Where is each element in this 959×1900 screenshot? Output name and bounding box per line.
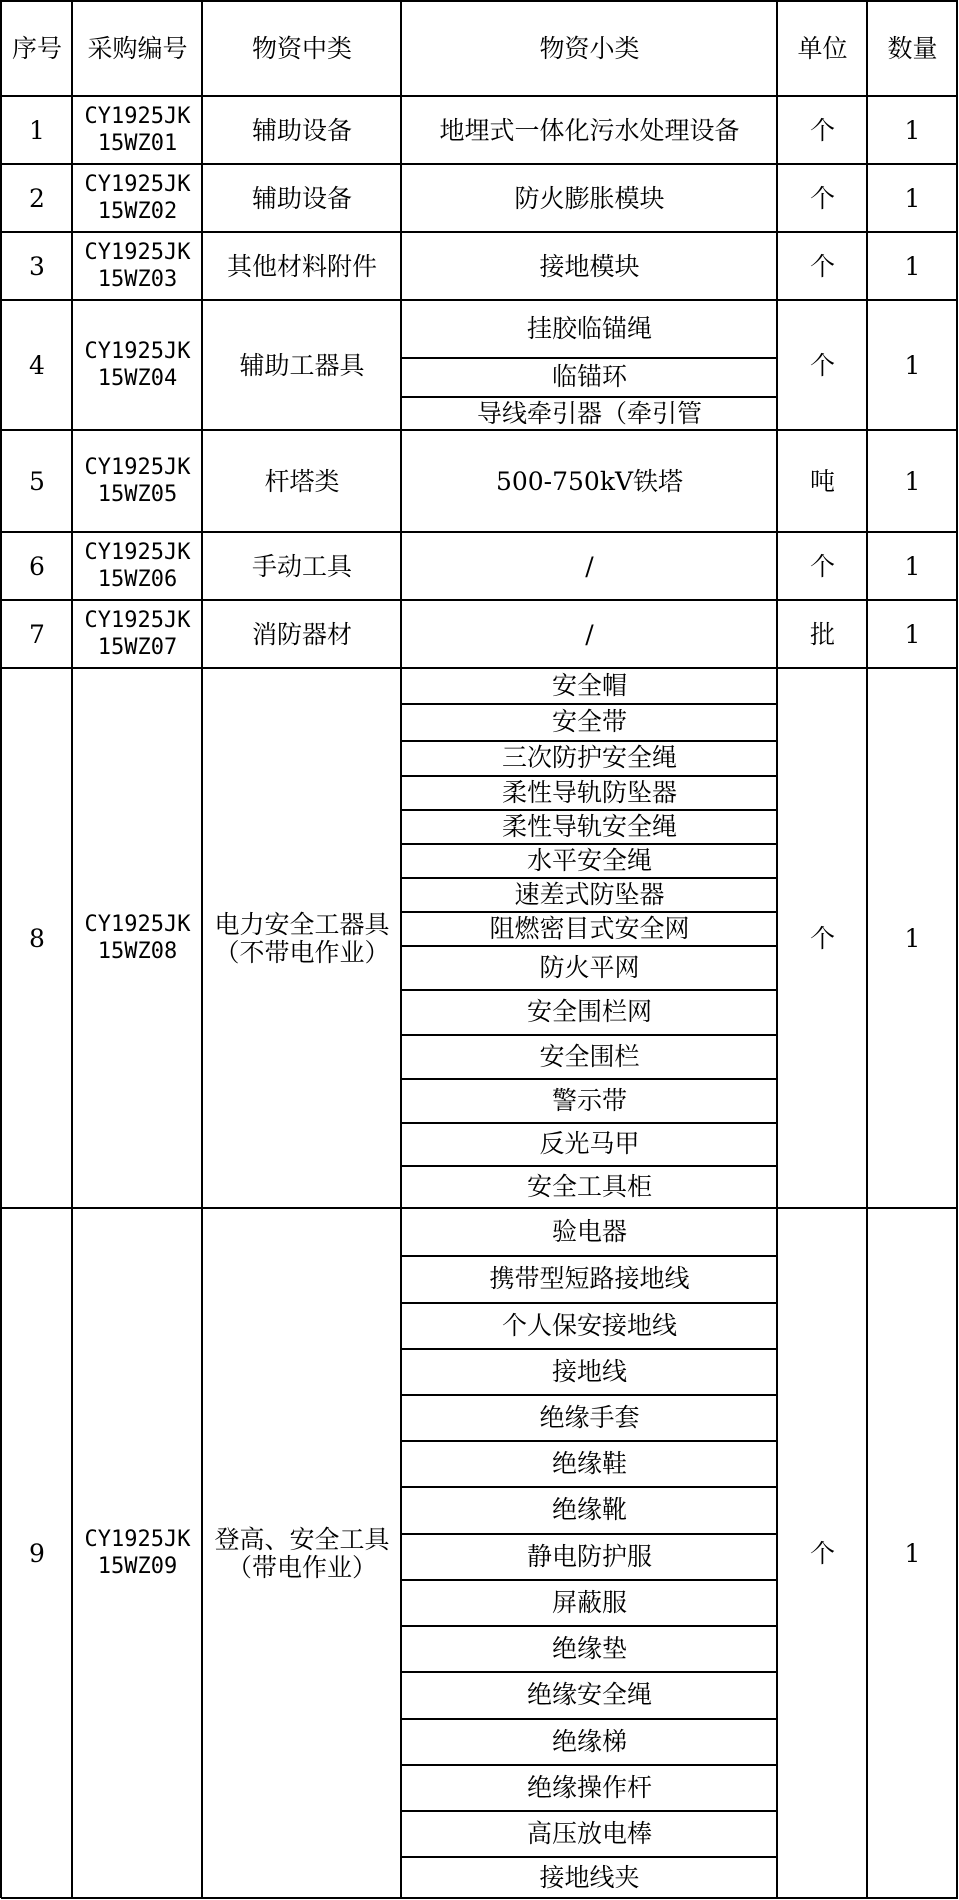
- row-border: [1, 599, 958, 601]
- row-subcategory-item: 三次防护安全绳: [501, 743, 677, 772]
- row-subcategory-item: 绝缘靴: [551, 1495, 627, 1524]
- row-border: [1, 667, 958, 669]
- row-code: [74, 602, 201, 667]
- subcategory-divider: [401, 843, 777, 845]
- column-border: [0, 0, 2, 1898]
- subcategory-divider: [401, 911, 777, 913]
- subcategory-divider: [401, 357, 777, 359]
- row-code: [74, 302, 201, 429]
- row-subcategory-item: 500-750kV铁塔: [495, 466, 684, 496]
- subcategory-divider: [401, 809, 777, 811]
- header-qty: 数量: [887, 34, 938, 63]
- row-category: 电力安全工器具（不带电作业）: [214, 909, 390, 967]
- row-subcategory-item: 警示带: [551, 1085, 627, 1115]
- subcategory-divider: [401, 1671, 777, 1673]
- row-subcategory-item: 地埋式一体化污水处理设备: [439, 115, 740, 145]
- row-qty: 1: [904, 923, 921, 953]
- row-subcategory-item: 验电器: [551, 1217, 627, 1246]
- subcategory-divider: [401, 945, 777, 947]
- subcategory-divider: [401, 877, 777, 879]
- row-code: [74, 234, 201, 299]
- code-line: 15WZ03: [97, 266, 178, 292]
- row-subcategory-item: 绝缘垫: [551, 1633, 627, 1663]
- code-line: 15WZ08: [97, 938, 178, 964]
- row-code: [74, 534, 201, 599]
- header-seq: 序号: [11, 34, 62, 63]
- row-subcategory-item: 安全工具柜: [526, 1172, 652, 1201]
- code-line: CY1925JK: [84, 540, 191, 566]
- row-unit: 批: [809, 619, 835, 649]
- row-subcategory-item: 接地模块: [539, 251, 640, 281]
- row-unit: 个: [809, 251, 835, 281]
- row-category: 辅助设备: [251, 183, 352, 213]
- code-line: CY1925JK: [84, 608, 191, 634]
- column-border: [956, 0, 958, 1898]
- row-category: 登高、安全工具（带电作业）: [214, 1524, 390, 1582]
- column-border: [201, 0, 203, 1898]
- subcategory-divider: [401, 1302, 777, 1304]
- row-subcategory-item: 安全围栏网: [526, 997, 652, 1026]
- subcategory-divider: [401, 1122, 777, 1124]
- row-subcategory-item: 绝缘鞋: [551, 1448, 627, 1478]
- row-subcategory-item: 阻燃密目式安全网: [489, 913, 690, 943]
- row-seq: 4: [29, 350, 45, 380]
- row-category: 杆塔类: [264, 466, 340, 496]
- row-unit: 个: [809, 551, 835, 581]
- row-unit: 个: [809, 350, 835, 380]
- subcategory-divider: [401, 1856, 777, 1858]
- row-border: [1, 1207, 958, 1209]
- row-subcategory-item: 安全帽: [551, 671, 627, 700]
- row-seq: 8: [29, 923, 45, 953]
- code-line: CY1925JK: [84, 240, 191, 266]
- row-unit: 个: [809, 1538, 835, 1568]
- subcategory-divider: [401, 1810, 777, 1812]
- row-qty: 1: [904, 251, 921, 281]
- row-border: [1, 1897, 958, 1899]
- subcategory-divider: [401, 1034, 777, 1036]
- row-qty: 1: [904, 350, 921, 380]
- subcategory-divider: [401, 775, 777, 777]
- row-subcategory-item: 接地线: [551, 1356, 627, 1386]
- row-seq: 3: [29, 251, 45, 281]
- row-code: [74, 166, 201, 231]
- subcategory-divider: [401, 1440, 777, 1442]
- subcategory-divider: [401, 1394, 777, 1396]
- code-line: CY1925JK: [84, 104, 191, 130]
- row-qty: 1: [904, 115, 921, 145]
- row-category: 其他材料附件: [226, 251, 377, 281]
- row-unit: 吨: [809, 466, 835, 496]
- header-unit: 单位: [797, 34, 848, 63]
- code-line: 15WZ02: [97, 198, 178, 224]
- row-subcategory-item: 屏蔽服: [551, 1587, 627, 1617]
- row-category: 消防器材: [251, 619, 352, 649]
- subcategory-divider: [401, 703, 777, 705]
- row-seq: 9: [29, 1538, 45, 1568]
- code-line: CY1925JK: [84, 912, 191, 938]
- row-category: 辅助设备: [251, 115, 352, 145]
- row-border: [1, 531, 958, 533]
- row-subcategory-item: /: [585, 619, 594, 649]
- row-border: [1, 429, 958, 431]
- subcategory-divider: [401, 396, 777, 398]
- column-border: [776, 0, 778, 1898]
- row-subcategory-item: 反光马甲: [539, 1129, 640, 1158]
- row-subcategory-item: 携带型短路接地线: [489, 1264, 690, 1293]
- code-line: CY1925JK: [84, 455, 191, 481]
- row-subcategory-item: 防火平网: [539, 952, 640, 982]
- code-line: 15WZ01: [97, 130, 178, 156]
- row-subcategory-item: 挂胶临锚绳: [526, 314, 652, 343]
- code-line: CY1925JK: [84, 172, 191, 198]
- subcategory-divider: [401, 1625, 777, 1627]
- row-code: [74, 670, 201, 1207]
- code-line: 15WZ07: [97, 634, 178, 660]
- subcategory-divider: [401, 1255, 777, 1257]
- row-subcategory-item: 安全围栏: [539, 1041, 640, 1071]
- row-border: [1, 299, 958, 301]
- row-subcategory-item: 防火膨胀模块: [514, 183, 665, 213]
- row-border: [1, 95, 958, 97]
- column-border: [400, 0, 402, 1898]
- subcategory-divider: [401, 1486, 777, 1488]
- row-category: 辅助工器具: [239, 350, 365, 380]
- subcategory-divider: [401, 1579, 777, 1581]
- row-subcategory-item: 柔性导轨防坠器: [501, 777, 677, 807]
- header-code: 采购编号: [87, 34, 188, 63]
- row-border: [1, 231, 958, 233]
- row-qty: 1: [904, 183, 921, 213]
- row-seq: 7: [29, 619, 45, 649]
- row-subcategory-item: 水平安全绳: [526, 845, 652, 875]
- row-subcategory-item: 导线牵引器（牵引管: [476, 398, 702, 428]
- code-line: 15WZ09: [97, 1553, 178, 1579]
- code-line: 15WZ06: [97, 566, 178, 592]
- code-line: CY1925JK: [84, 1527, 191, 1553]
- row-subcategory-item: 柔性导轨安全绳: [501, 811, 677, 841]
- row-border: [1, 0, 958, 2]
- subcategory-divider: [401, 1348, 777, 1350]
- row-unit: 个: [809, 923, 835, 953]
- code-line: 15WZ04: [97, 365, 178, 391]
- subcategory-divider: [401, 1078, 777, 1080]
- row-unit: 个: [809, 115, 835, 145]
- code-line: CY1925JK: [84, 339, 191, 365]
- row-unit: 个: [809, 183, 835, 213]
- row-subcategory-item: /: [585, 551, 594, 581]
- column-border: [866, 0, 868, 1898]
- subcategory-divider: [401, 1764, 777, 1766]
- row-subcategory-item: 安全带: [551, 707, 627, 736]
- row-qty: 1: [904, 619, 921, 649]
- row-subcategory-item: 绝缘梯: [551, 1726, 627, 1756]
- row-qty: 1: [904, 551, 921, 581]
- row-code: [74, 432, 201, 531]
- subcategory-divider: [401, 989, 777, 991]
- subcategory-divider: [401, 1718, 777, 1720]
- row-seq: 6: [29, 551, 45, 581]
- row-subcategory-item: 绝缘操作杆: [526, 1772, 652, 1802]
- row-subcategory-item: 临锚环: [551, 362, 627, 391]
- row-code: [74, 98, 201, 163]
- row-subcategory-item: 绝缘手套: [539, 1402, 640, 1432]
- row-subcategory-item: 绝缘安全绳: [526, 1680, 652, 1709]
- subcategory-divider: [401, 740, 777, 742]
- subcategory-divider: [401, 1165, 777, 1167]
- row-seq: 5: [29, 466, 45, 496]
- row-seq: 1: [29, 115, 45, 145]
- row-border: [1, 163, 958, 165]
- subcategory-divider: [401, 1533, 777, 1535]
- row-code: [74, 1210, 201, 1897]
- code-line: 15WZ05: [97, 481, 178, 507]
- row-subcategory-item: 接地线夹: [539, 1862, 640, 1892]
- column-border: [71, 0, 73, 1898]
- row-subcategory-item: 高压放电棒: [526, 1818, 652, 1848]
- header-category: 物资中类: [251, 34, 352, 63]
- row-subcategory-item: 速差式防坠器: [514, 879, 665, 909]
- row-qty: 1: [904, 466, 921, 496]
- row-subcategory-item: 静电防护服: [526, 1541, 652, 1571]
- row-qty: 1: [904, 1538, 921, 1568]
- header-subcategory: 物资小类: [539, 34, 640, 63]
- row-subcategory-item: 个人保安接地线: [501, 1310, 677, 1340]
- row-seq: 2: [29, 183, 45, 213]
- row-category: 手动工具: [251, 551, 352, 581]
